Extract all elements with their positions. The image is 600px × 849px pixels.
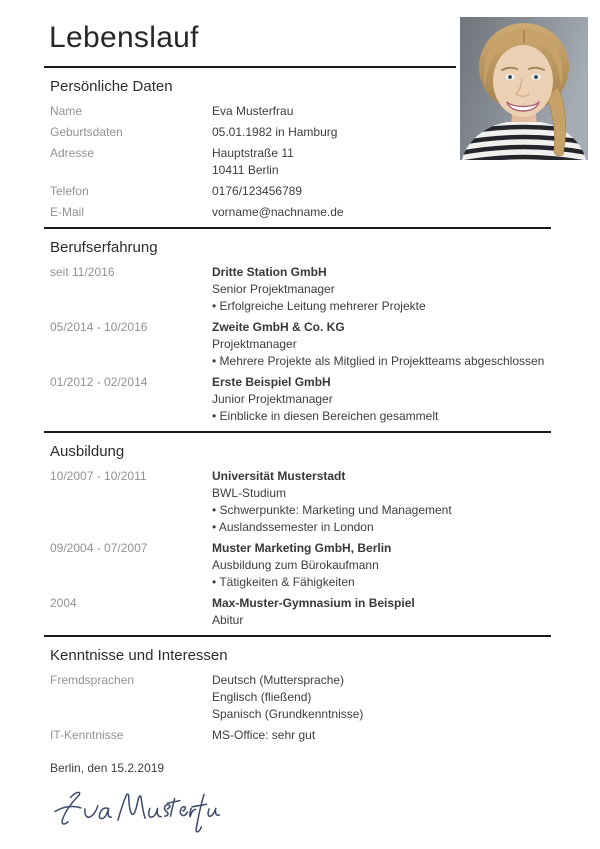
section-title: Ausbildung [50, 443, 125, 460]
value-line: Junior Projektmanager [212, 392, 333, 406]
value-line: Englisch (fließend) [212, 690, 312, 704]
row-values [212, 540, 551, 591]
row-label: IT-Kenntnisse [50, 728, 124, 742]
section [44, 431, 551, 629]
row-label: seit 11/2016 [50, 265, 115, 279]
row [44, 319, 551, 370]
value-line: Max-Muster-Gymnasium in Beispiel [212, 596, 415, 610]
value-line: MS-Office: sehr gut [212, 728, 316, 742]
row-label: 10/2007 - 10/2011 [50, 469, 147, 483]
row-label: E-Mail [50, 205, 85, 219]
value-line: Dritte Station GmbH [212, 265, 327, 279]
row-values [212, 264, 551, 315]
value-line: Muster Marketing GmbH, Berlin [212, 541, 392, 555]
value-line: • Tätigkeiten & Fähigkeiten [212, 575, 355, 589]
value-line: • Schwerpunkte: Marketing und Management [212, 503, 452, 517]
row [44, 468, 551, 536]
row-values [212, 319, 551, 370]
row-values [212, 672, 551, 723]
section-title: Kenntnisse und Interessen [50, 647, 228, 664]
row-values [212, 374, 551, 425]
row-values [212, 468, 551, 536]
row-label: Adresse [50, 146, 95, 160]
value-line: Universität Musterstadt [212, 469, 346, 483]
row [44, 727, 551, 744]
value-line: • Erfolgreiche Leitung mehrerer Projekte [212, 299, 426, 313]
row-label: Fremdsprachen [50, 673, 135, 687]
section [44, 227, 551, 425]
value-line: Deutsch (Muttersprache) [212, 673, 345, 687]
row-values [212, 204, 551, 221]
row-label: 2004 [50, 596, 77, 610]
value-line: • Mehrere Projekte als Mitglied in Projektteams abgeschlossen [212, 354, 545, 368]
row-label: 09/2004 - 07/2007 [50, 541, 148, 555]
row [44, 595, 551, 629]
value-line: Eva Musterfrau [212, 104, 294, 118]
value-line: BWL-Studium [212, 486, 287, 500]
section [44, 635, 551, 744]
signature [52, 787, 551, 839]
sections [44, 68, 551, 744]
row-values [212, 183, 551, 200]
value-line: Zweite GmbH & Co. KG [212, 320, 345, 334]
row-label: Telefon [50, 184, 89, 198]
value-line: 0176/123456789 [212, 184, 303, 198]
signature-image [52, 787, 222, 839]
value-line: Senior Projektmanager [212, 282, 335, 296]
value-line: Erste Beispiel GmbH [212, 375, 331, 389]
row [44, 540, 551, 591]
portrait-photo [460, 17, 588, 160]
row-values [212, 727, 551, 744]
value-line: • Einblicke in diesen Bereichen gesammelt [212, 409, 439, 423]
value-line: • Auslandssemester in London [212, 520, 374, 534]
value-line: Spanisch (Grundkenntnisse) [212, 707, 364, 721]
row-label: Name [50, 104, 83, 118]
value-line: Abitur [212, 613, 244, 627]
value-line: 10411 Berlin [212, 163, 279, 177]
value-line: 05.01.1982 in Hamburg [212, 125, 338, 139]
row-values [212, 595, 551, 629]
value-line: Ausbildung zum Bürokaufmann [212, 558, 379, 572]
date-line: Berlin, den 15.2.2019 [50, 761, 165, 775]
value-line: Hauptstraße 11 [212, 146, 294, 160]
value-line: Projektmanager [212, 337, 297, 351]
section-title: Persönliche Daten [50, 78, 173, 95]
row [44, 183, 551, 200]
row [44, 672, 551, 723]
page-title: Lebenslauf [49, 21, 199, 54]
section-title: Berufserfahrung [50, 239, 158, 256]
portrait-photo-image [460, 17, 588, 160]
row [44, 264, 551, 315]
row-label: Geburtsdaten [50, 125, 123, 139]
row-label: 05/2014 - 10/2016 [50, 320, 148, 334]
row-label: 01/2012 - 02/2014 [50, 375, 148, 389]
value-line: vorname@nachname.de [212, 205, 344, 219]
row [44, 204, 551, 221]
row [44, 374, 551, 425]
